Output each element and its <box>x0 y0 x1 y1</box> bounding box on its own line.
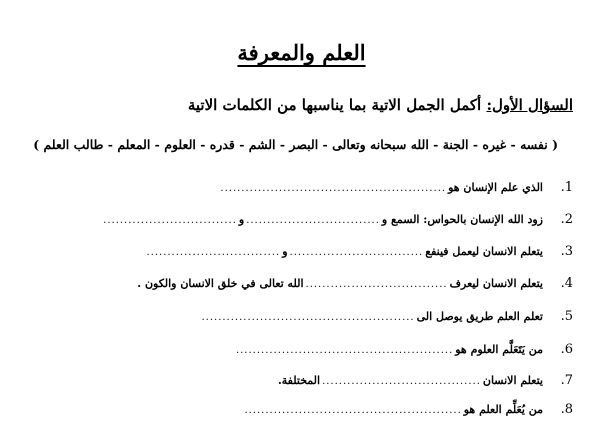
item-tail: المختلفة. <box>277 374 321 387</box>
list-item <box>135 276 573 298</box>
item-number: 5. <box>560 309 573 324</box>
list-item <box>236 342 573 364</box>
item-text: من يُعَلِّم العلم هو <box>463 403 543 416</box>
answer-blank[interactable]: ...................................... <box>322 376 481 387</box>
answer-blank[interactable]: .................................................... <box>235 345 454 356</box>
item-connector: و <box>282 245 288 258</box>
question-heading <box>188 96 573 114</box>
item-text: تعلم العلم طريق يوصل الى <box>416 310 543 323</box>
item-number: 6. <box>560 342 573 357</box>
item-number: 3. <box>560 244 573 259</box>
answer-blank[interactable]: ................................................... <box>201 312 415 323</box>
answer-blank[interactable]: ...................................................... <box>220 183 447 194</box>
item-number: 2. <box>560 212 573 227</box>
item-number: 8. <box>560 402 573 417</box>
answer-blank[interactable]: ................................ <box>289 247 424 258</box>
question-text: أكمل الجمل الاتية بما يناسبها من الكلمات الاتية <box>187 96 487 114</box>
item-tail: الله تعالى في خلق الانسان والكون . <box>137 277 304 290</box>
item-number: 1. <box>560 180 573 195</box>
list-item <box>244 402 573 424</box>
item-number: 7. <box>560 373 573 388</box>
word-bank: ( نفسه - غيره - الجنة - الله سبحانه وتعالى - البصر - الشم - قدره - العلوم - المعلم - طالب العلم ) <box>33 137 558 152</box>
item-text: يتعلم الانسان ليعمل فينفع <box>425 245 543 258</box>
page-title: العلم والمعرفة <box>237 40 366 65</box>
list-item <box>201 309 573 331</box>
item-number: 4. <box>560 276 573 291</box>
answer-blank[interactable]: ................................ <box>103 215 237 226</box>
item-text: يتعلم الانسان ليعرف <box>449 277 543 290</box>
item-text: من يَتَعَلَّم العلوم هو <box>455 343 543 356</box>
list-item <box>220 180 573 202</box>
answer-blank[interactable]: .................................................... <box>244 405 462 416</box>
answer-blank[interactable]: ................................ <box>146 247 281 258</box>
item-text: يتعلم الانسان <box>482 374 543 387</box>
item-connector: و <box>238 213 245 226</box>
question-label: السؤال الأول: <box>486 96 573 114</box>
list-item <box>276 373 573 395</box>
list-item <box>103 212 573 234</box>
list-item <box>146 244 573 266</box>
answer-blank[interactable]: .................................. <box>305 279 448 290</box>
answer-blank[interactable]: ................................ <box>246 215 380 226</box>
item-text: الذي علم الإنسان هو <box>448 181 543 194</box>
item-text: زود الله الإنسان بالحواس: السمع و <box>381 213 543 226</box>
